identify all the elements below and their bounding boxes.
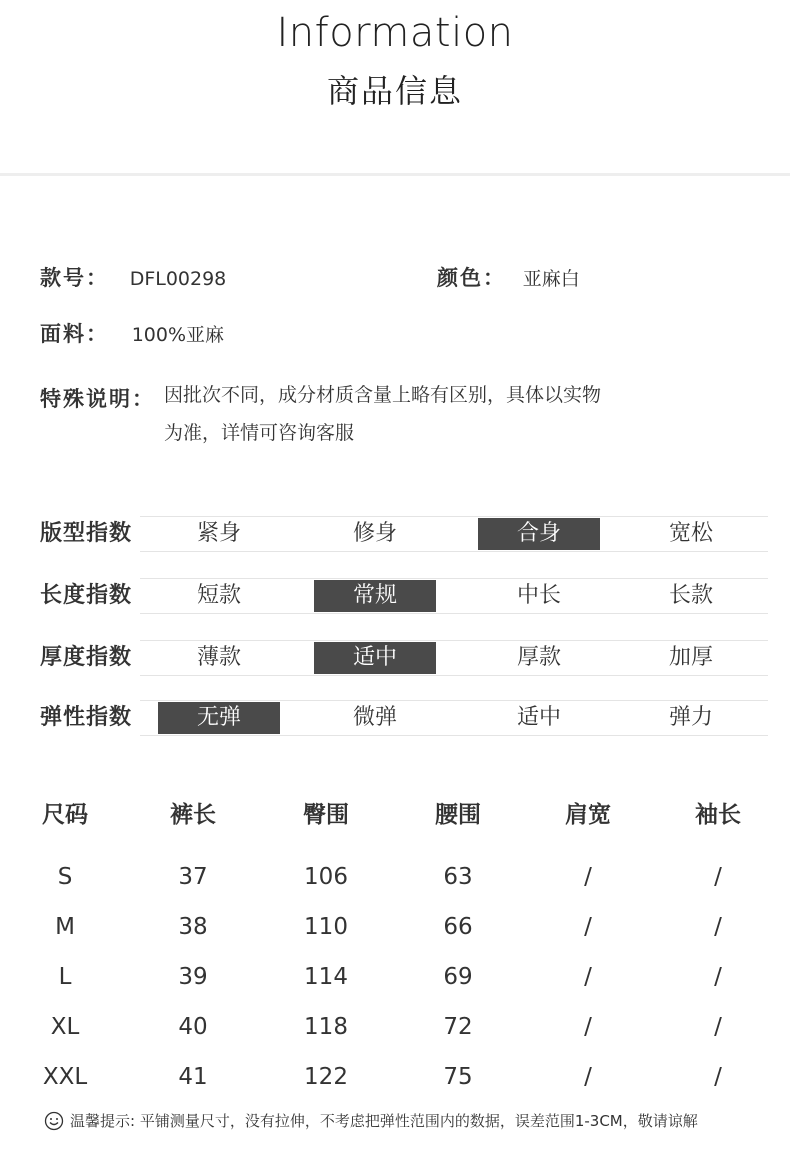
style-number-value: DFL00298 — [129, 268, 227, 290]
size-table-header: 袖长 — [695, 802, 741, 828]
size-value: / — [584, 1014, 592, 1040]
size-value: / — [714, 914, 722, 940]
size-value: 122 — [304, 1064, 348, 1090]
size-table-header: 尺码 — [42, 802, 88, 828]
size-label: XL — [50, 1014, 80, 1040]
size-label: S — [57, 864, 73, 890]
index-label: 厚度指数 — [40, 645, 133, 670]
size-value: / — [584, 864, 592, 890]
size-value: / — [714, 1014, 722, 1040]
size-value: 110 — [304, 914, 348, 940]
index-option: 适中 — [516, 705, 561, 730]
size-table-header: 肩宽 — [565, 802, 611, 828]
size-value: 41 — [178, 1064, 208, 1090]
special-note-line-1: 因批次不同，成分材质含量上略有区别，具体以实物 — [164, 384, 602, 406]
row-divider — [140, 613, 768, 614]
size-table-header: 裤长 — [170, 802, 216, 828]
fabric-value: 100%亚麻 — [131, 324, 225, 346]
fabric-label: 面料： — [40, 322, 109, 346]
index-option: 宽松 — [668, 521, 713, 546]
index-option: 修身 — [352, 521, 397, 546]
style-number — [40, 262, 226, 292]
size-label: XXL — [42, 1064, 88, 1090]
row-divider — [140, 551, 768, 552]
index-option-selected: 适中 — [314, 642, 436, 674]
size-value: / — [714, 964, 722, 990]
color-label: 颜色： — [437, 266, 506, 290]
size-value: 63 — [443, 864, 473, 890]
index-option-selected: 常规 — [314, 580, 436, 612]
size-value: / — [584, 914, 592, 940]
page-title-en: Information — [276, 10, 514, 56]
size-value: 37 — [178, 864, 208, 890]
size-table-header: 臀围 — [303, 802, 349, 828]
index-row — [0, 700, 790, 736]
tip-note — [44, 1110, 698, 1131]
index-option: 微弹 — [352, 705, 397, 730]
size-value: 39 — [178, 964, 208, 990]
index-label: 弹性指数 — [40, 705, 133, 730]
size-table-header: 腰围 — [435, 802, 481, 828]
size-value: 69 — [443, 964, 473, 990]
index-option: 短款 — [196, 583, 241, 608]
size-label: L — [58, 964, 72, 990]
size-value: 75 — [443, 1064, 473, 1090]
style-number-label: 款号： — [40, 266, 109, 290]
index-label: 长度指数 — [40, 583, 133, 608]
index-row — [0, 516, 790, 552]
size-value: 66 — [443, 914, 473, 940]
index-option-selected: 合身 — [478, 518, 600, 550]
color-value: 亚麻白 — [522, 268, 580, 290]
index-option: 厚款 — [516, 645, 561, 670]
size-value: 118 — [304, 1014, 348, 1040]
index-row — [0, 578, 790, 614]
page-title-cn: 商品信息 — [326, 72, 463, 110]
special-note-line-2: 为准，详情可咨询客服 — [164, 422, 355, 444]
smile-icon — [44, 1111, 64, 1131]
row-divider — [140, 735, 768, 736]
index-option: 紧身 — [196, 521, 241, 546]
size-value: 106 — [304, 864, 348, 890]
row-divider — [140, 578, 768, 579]
index-row — [0, 640, 790, 676]
size-value: / — [714, 864, 722, 890]
size-value: / — [584, 1064, 592, 1090]
size-value: 38 — [178, 914, 208, 940]
fabric-info — [40, 318, 224, 348]
size-value: 72 — [443, 1014, 473, 1040]
special-note-label: 特殊说明： — [40, 387, 155, 411]
index-option: 中长 — [516, 583, 561, 608]
header-divider — [0, 173, 790, 176]
index-option: 弹力 — [668, 705, 713, 730]
row-divider — [140, 675, 768, 676]
size-label: M — [55, 914, 75, 940]
index-option: 加厚 — [668, 645, 713, 670]
size-value: / — [584, 964, 592, 990]
index-option: 薄款 — [196, 645, 241, 670]
size-value: 114 — [304, 964, 348, 990]
row-divider — [140, 700, 768, 701]
size-value: 40 — [178, 1014, 208, 1040]
tip-text: 温馨提示: 平铺测量尺寸，没有拉伸，不考虑把弹性范围内的数据，误差范围1-3CM，敬请谅解 — [70, 1112, 698, 1130]
row-divider — [140, 516, 768, 517]
index-option: 长款 — [668, 583, 713, 608]
index-label: 版型指数 — [40, 521, 133, 546]
index-option-selected: 无弹 — [158, 702, 280, 734]
row-divider — [140, 640, 768, 641]
special-note-text — [164, 376, 601, 452]
size-value: / — [714, 1064, 722, 1090]
color-info — [437, 262, 580, 292]
